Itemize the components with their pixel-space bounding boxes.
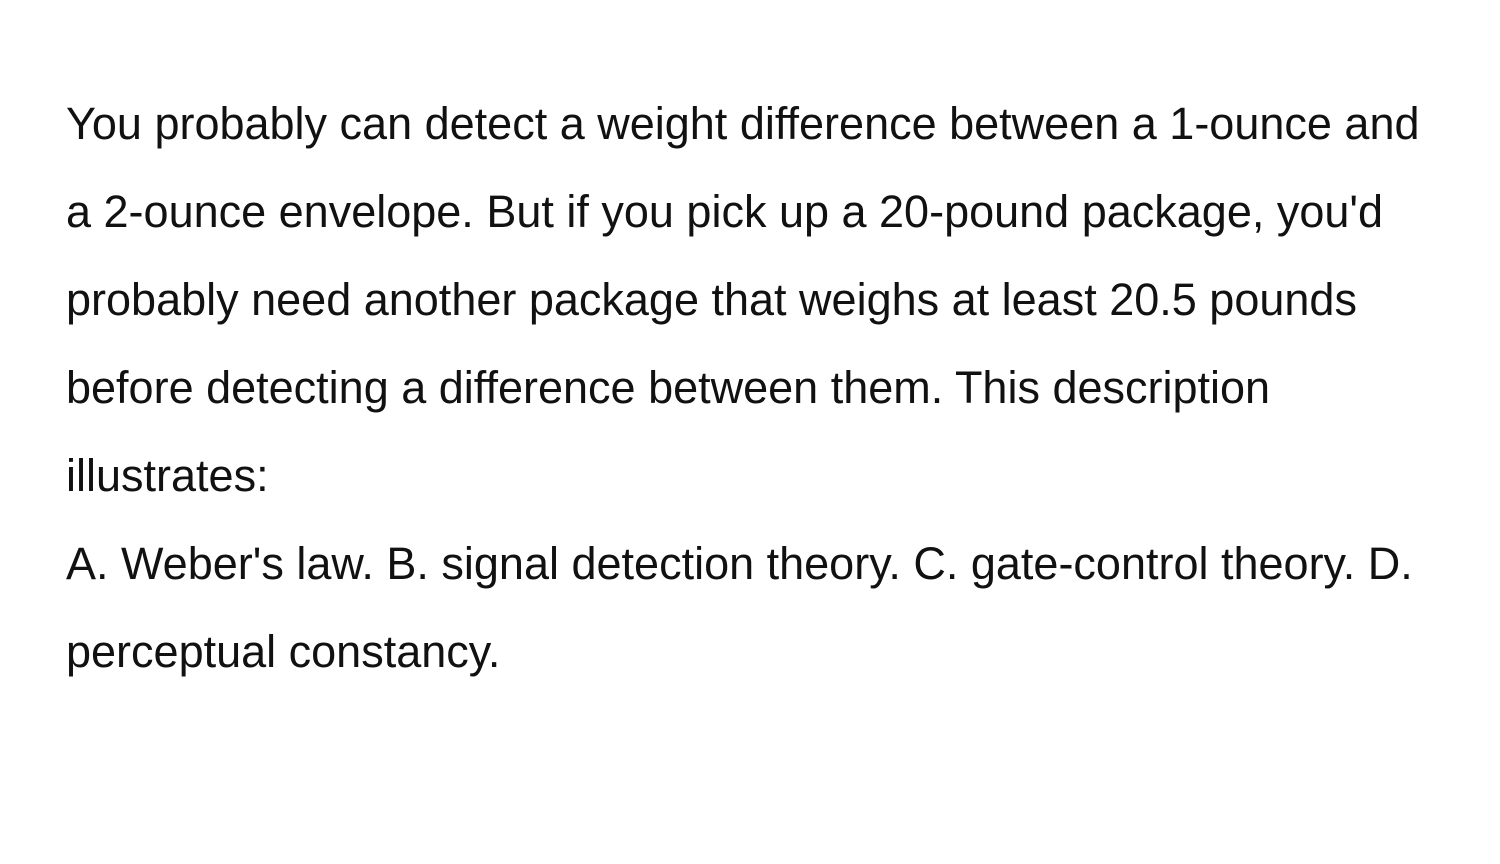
- question-stem: You probably can detect a weight difference between a 1-ounce and a 2-ounce envelope. But if you pick up a 20-pound package, you'd probably need another package that weighs at least 20.5 pounds before detecting a difference between them. This description illustrates:: [66, 98, 1420, 501]
- answer-options: A. Weber's law. B. signal detection theory. C. gate-control theory. D. perceptual constancy.: [66, 538, 1413, 677]
- question-text-block: [66, 80, 1446, 696]
